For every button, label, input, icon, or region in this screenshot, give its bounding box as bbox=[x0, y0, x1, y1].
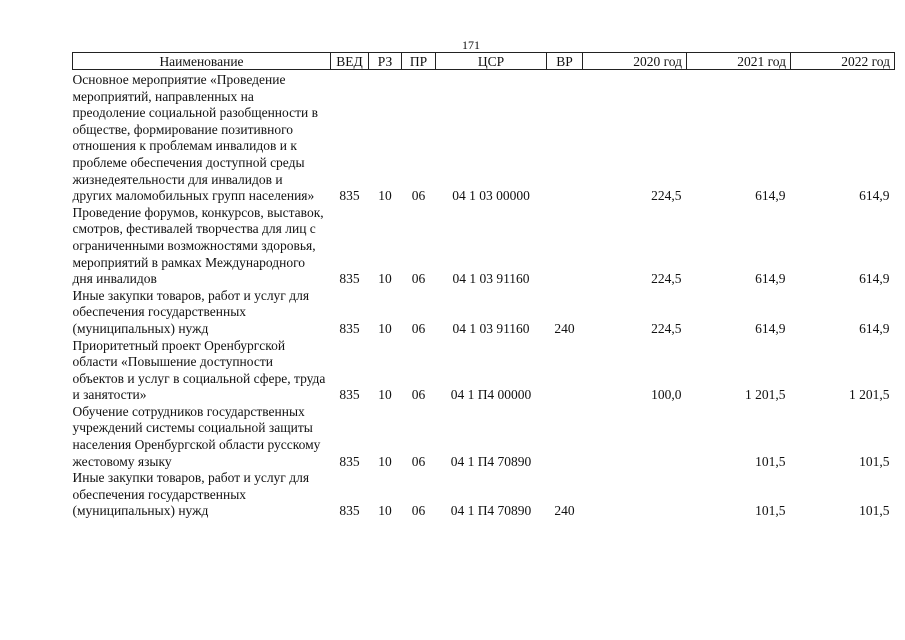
row-pr: 06 bbox=[411, 188, 426, 204]
row-pr: 06 bbox=[411, 503, 426, 519]
row-vr: 240 bbox=[554, 503, 575, 519]
row-2020: 224,5 bbox=[651, 188, 682, 204]
row-name: Приоритетный проект Оренбургской области «Повышение доступности объектов и услуг в социальной сфере, труда и занятости» bbox=[72, 337, 326, 403]
table-header-row bbox=[73, 53, 895, 70]
row-name: Проведение форумов, конкурсов, выставок, смотров, фестивалей творчества для лиц с ограниченными возможностями здоровья, мероприятий в рамках Международного дня инвалидов bbox=[72, 204, 324, 287]
row-2022: 1 201,5 bbox=[849, 387, 890, 403]
row-2022: 101,5 bbox=[859, 503, 890, 519]
row-pr: 06 bbox=[411, 271, 426, 287]
row-csr: 04 1 03 91160 bbox=[452, 320, 530, 336]
row-rz: 10 bbox=[378, 320, 392, 336]
budget-table bbox=[72, 52, 895, 520]
row-2021: 1 201,5 bbox=[745, 387, 786, 403]
row-2021: 614,9 bbox=[755, 188, 786, 204]
row-2020: 100,0 bbox=[651, 387, 682, 403]
row-csr: 04 1 03 00000 bbox=[452, 188, 530, 204]
row-2021: 101,5 bbox=[755, 453, 786, 469]
row-2022: 101,5 bbox=[859, 453, 890, 469]
row-rz: 10 bbox=[378, 453, 392, 469]
header-year-2020: 2020 год bbox=[583, 53, 687, 70]
row-2020 bbox=[583, 404, 687, 470]
row-vr bbox=[547, 404, 583, 470]
header-rz: РЗ bbox=[369, 53, 402, 70]
header-vr: ВР bbox=[547, 53, 583, 70]
table-row bbox=[73, 205, 895, 288]
table-row bbox=[73, 470, 895, 520]
row-pr: 06 bbox=[411, 320, 426, 336]
table-row bbox=[73, 404, 895, 470]
row-ved: 835 bbox=[339, 503, 360, 519]
row-2020: 224,5 bbox=[651, 320, 682, 336]
table-row bbox=[73, 70, 895, 205]
row-csr: 04 1 П4 70890 bbox=[450, 503, 532, 519]
header-pr: ПР bbox=[402, 53, 436, 70]
row-name: Обучение сотрудников государственных учреждений системы социальной защиты населения Оренбургской области русскому жестовому языку bbox=[72, 403, 321, 469]
row-pr: 06 bbox=[411, 387, 426, 403]
row-ved: 835 bbox=[339, 453, 360, 469]
row-rz: 10 bbox=[378, 271, 392, 287]
row-rz: 10 bbox=[378, 387, 392, 403]
row-ved: 835 bbox=[339, 320, 360, 336]
table-row bbox=[73, 288, 895, 338]
row-csr: 04 1 П4 00000 bbox=[450, 387, 532, 403]
row-vr bbox=[547, 205, 583, 288]
row-2021: 101,5 bbox=[755, 503, 786, 519]
row-pr: 06 bbox=[411, 453, 426, 469]
row-csr: 04 1 03 91160 bbox=[452, 271, 530, 287]
row-2020 bbox=[583, 470, 687, 520]
row-vr bbox=[547, 338, 583, 404]
row-vr bbox=[547, 70, 583, 205]
page-number: 171 bbox=[462, 38, 480, 52]
header-year-2022: 2022 год bbox=[791, 53, 895, 70]
header-ved: ВЕД bbox=[331, 53, 369, 70]
row-2021: 614,9 bbox=[755, 320, 786, 336]
row-rz: 10 bbox=[378, 503, 392, 519]
row-2022: 614,9 bbox=[859, 188, 890, 204]
header-csr: ЦСР bbox=[436, 53, 547, 70]
row-ved: 835 bbox=[339, 387, 360, 403]
row-2021: 614,9 bbox=[755, 271, 786, 287]
header-name: Наименование bbox=[73, 53, 331, 70]
row-csr: 04 1 П4 70890 bbox=[450, 453, 532, 469]
row-2022: 614,9 bbox=[859, 271, 890, 287]
row-ved: 835 bbox=[339, 271, 360, 287]
row-2020: 224,5 bbox=[651, 271, 682, 287]
row-name: Иные закупки товаров, работ и услуг для обеспечения государственных (муниципальных) нужд bbox=[72, 287, 310, 336]
row-name: Иные закупки товаров, работ и услуг для обеспечения государственных (муниципальных) нужд bbox=[72, 470, 310, 519]
table-row bbox=[73, 338, 895, 404]
row-2022: 614,9 bbox=[859, 320, 890, 336]
row-vr: 240 bbox=[554, 320, 575, 336]
row-name: Основное мероприятие «Проведение мероприятий, направленных на преодоление социальной разобщенности в обществе, формирование позитивного отношения к проблемам инвалидов и к проблеме обеспечения доступной среды жизнедеятельности для инвалидов и других маломобильных групп населения» bbox=[72, 72, 318, 204]
row-ved: 835 bbox=[339, 188, 360, 204]
header-year-2021: 2021 год bbox=[687, 53, 791, 70]
row-rz: 10 bbox=[378, 188, 392, 204]
